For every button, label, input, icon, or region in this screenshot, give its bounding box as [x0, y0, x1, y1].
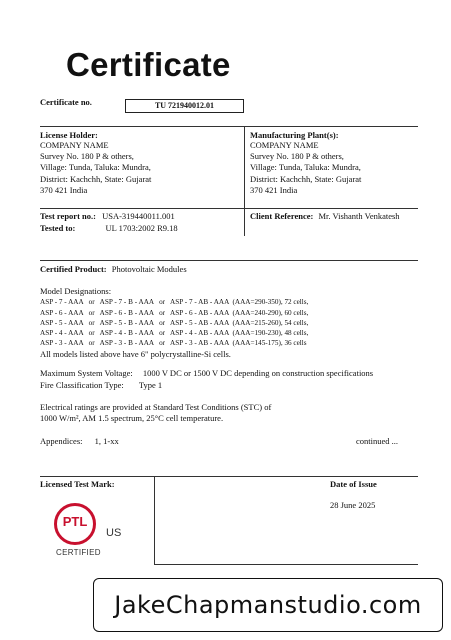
max-voltage-label: Maximum System Voltage: [40, 368, 133, 378]
fire-class-row [40, 380, 162, 391]
ptl-logo-region: US [106, 527, 122, 539]
ratings-line: Electrical ratings are provided at Standard Test Conditions (STC) of [40, 402, 272, 412]
fire-class-label: Fire Classification Type: [40, 380, 124, 390]
continued-text: continued ... [356, 436, 399, 446]
divider-bottom [40, 476, 418, 477]
test-report-value: USA-319440011.001 [102, 211, 175, 221]
tested-to-label: Tested to: [40, 223, 76, 233]
test-report-row [40, 211, 175, 222]
ptl-logo-text: PTL [62, 514, 88, 529]
tested-to-row [40, 223, 178, 234]
client-reference-value: Mr. Vishanth Venkatesh [318, 211, 400, 221]
max-voltage-row [40, 368, 373, 379]
date-of-issue-value: 28 June 2025 [330, 500, 376, 510]
test-report-label: Test report no.: [40, 211, 96, 221]
manufacturing-plant-line: Survey No. 180 P & others, [250, 151, 344, 162]
ratings-block [40, 402, 420, 424]
ptl-logo-caption: CERTIFIED [56, 548, 101, 557]
tested-to-value: UL 1703:2002 R9.18 [105, 223, 178, 233]
model-designations-block [40, 286, 420, 360]
divider-vertical-top [244, 126, 245, 208]
watermark-banner: JakeChapmanstudio.com [93, 578, 443, 632]
certificate-no-value: TU 721940012.01 [125, 99, 244, 113]
page-title: Certificate [66, 46, 231, 83]
model-row: ASP - 4 - AAA or ASP - 4 - B - AAA or ASP - 4 - AB - AAA (AAA=190-230), 48 cells, [40, 329, 309, 338]
certified-product-label: Certified Product: [40, 264, 107, 274]
license-holder-line: Village: Tunda, Taluka: Mundra, [40, 162, 151, 173]
model-designations-label: Model Designations: [40, 286, 112, 296]
manufacturing-plant-line: 370 421 India [250, 184, 298, 195]
manufacturing-plant-line: District: Kachchh, State: Gujarat [250, 173, 362, 184]
licensed-test-mark-label: Licensed Test Mark: [40, 479, 115, 489]
license-holder-line: Survey No. 180 P & others, [40, 151, 134, 162]
manufacturing-plant-line: COMPANY NAME [250, 140, 319, 150]
manufacturing-plant-label: Manufacturing Plant(s): [250, 130, 339, 140]
license-holder-line: District: Kachchh, State: Gujarat [40, 173, 152, 184]
license-holder-line: COMPANY NAME [40, 140, 109, 150]
divider-top [40, 126, 418, 127]
model-row: ASP - 6 - AAA or ASP - 6 - B - AAA or ASP - 6 - AB - AAA (AAA=240-290), 60 cells, [40, 308, 309, 317]
certified-product-value: Photovoltaic Modules [111, 264, 187, 274]
max-voltage-value: 1000 V DC or 1500 V DC depending on construction specifications [142, 368, 374, 378]
license-holder-line: 370 421 India [40, 184, 88, 195]
client-reference-label: Client Reference: [250, 211, 314, 221]
license-holder-label: License Holder: [40, 130, 98, 140]
divider-bottom-end [154, 564, 418, 565]
divider-tests [40, 208, 418, 209]
certificate-no-label: Certificate no. [40, 97, 92, 107]
divider-vertical-tests [244, 208, 245, 236]
model-row: ASP - 5 - AAA or ASP - 5 - B - AAA or ASP - 5 - AB - AAA (AAA=215-260), 54 cells, [40, 318, 309, 327]
fire-class-value: Type 1 [138, 380, 163, 390]
certified-product-row [40, 264, 187, 275]
manufacturing-plant-line: Village: Tunda, Taluka: Mundra, [250, 162, 361, 173]
model-note: All models listed above have 6" polycrystalline-Si cells. [40, 348, 231, 359]
client-reference-row [250, 211, 400, 222]
appendices-value: 1, 1-xx [94, 436, 119, 446]
model-row: ASP - 3 - AAA or ASP - 3 - B - AAA or ASP - 3 - AB - AAA (AAA=145-175), 36 cells [40, 339, 307, 348]
model-row: ASP - 7 - AAA or ASP - 7 - B - AAA or ASP - 7 - AB - AAA (AAA=290-350), 72 cells, [40, 298, 309, 307]
appendices-label: Appendices: [40, 436, 83, 446]
date-of-issue-label: Date of Issue [330, 479, 377, 489]
manufacturing-plant-block [250, 130, 420, 196]
appendices-row [40, 436, 119, 447]
license-holder-block [40, 130, 240, 196]
divider-vertical-bottom [154, 476, 155, 564]
divider-product [40, 260, 418, 261]
ratings-line: 1000 W/m², AM 1.5 spectrum, 25°C cell temperature. [40, 413, 224, 424]
